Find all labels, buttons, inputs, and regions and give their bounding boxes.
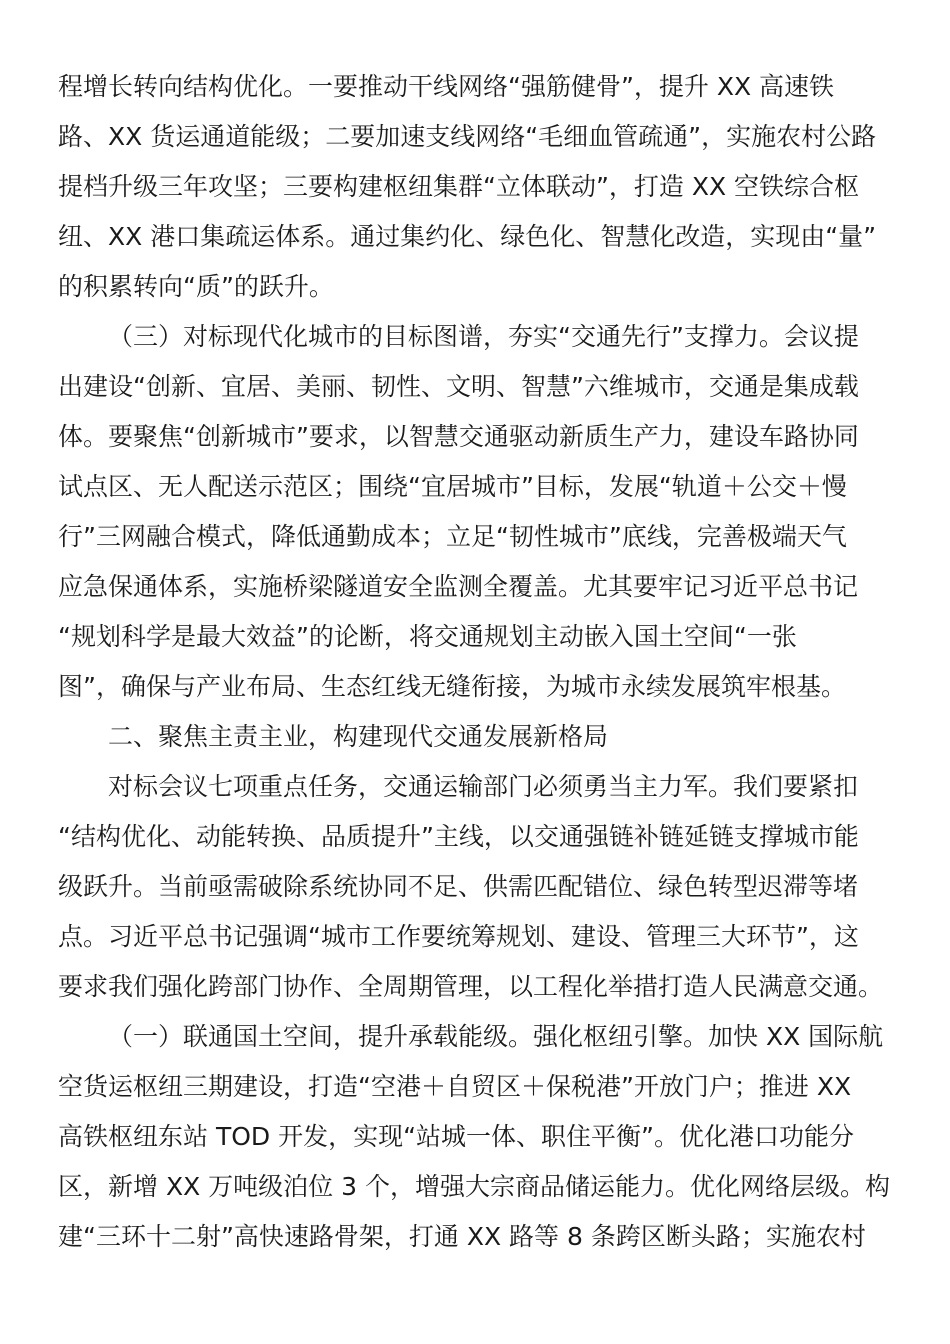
body-line: 路、XX 货运通道能级；二要加速支线网络“毛细血管疏通”，实施农村公路 [58, 122, 877, 151]
body-line: 体。要聚焦“创新城市”要求，以智慧交通驱动新质生产力，建设车路协同 [58, 422, 859, 451]
body-line: 空货运枢纽三期建设，打造“空港＋自贸区＋保税港”开放门户；推进 XX [58, 1072, 852, 1101]
body-line: 的积累转向“质”的跃升。 [58, 272, 334, 301]
body-line: “结构优化、动能转换、品质提升”主线，以交通强链补链延链支撑城市能 [58, 822, 859, 851]
body-line: 出建设“创新、宜居、美丽、韧性、文明、智慧”六维城市，交通是集成载 [58, 372, 859, 401]
subsection-heading-line: （三）对标现代化城市的目标图谱，夯实“交通先行”支撑力。会议提 [108, 322, 859, 351]
paragraph-first-line: 对标会议七项重点任务，交通运输部门必须勇当主力军。我们要紧扣 [108, 772, 859, 801]
body-line: 行”三网融合模式，降低通勤成本；立足“韧性城市”底线，完善极端天气 [58, 522, 847, 551]
body-line: 试点区、无人配送示范区；围绕“宜居城市”目标，发展“轨道＋公交＋慢 [58, 472, 847, 501]
body-line: 应急保通体系，实施桥梁隧道安全监测全覆盖。尤其要牢记习近平总书记 [58, 572, 859, 601]
body-line: 程增长转向结构优化。一要推动干线网络“强筋健骨”，提升 XX 高速铁 [58, 72, 835, 101]
section-heading: 二、聚焦主责主业，构建现代交通发展新格局 [108, 722, 609, 751]
document-body [58, 62, 890, 1262]
body-line: 建“三环十二射”高快速路骨架，打通 XX 路等 8 条跨区断头路；实施农村 [58, 1222, 866, 1251]
body-line: 区，新增 XX 万吨级泊位 3 个，增强大宗商品储运能力。优化网络层级。构 [58, 1172, 890, 1201]
body-line: 高铁枢纽东站 TOD 开发，实现“站城一体、职住平衡”。优化港口功能分 [58, 1122, 854, 1151]
body-line: 要求我们强化跨部门协作、全周期管理，以工程化举措打造人民满意交通。 [58, 972, 884, 1001]
body-line: 图”，确保与产业布局、生态红线无缝衔接，为城市永续发展筑牢根基。 [58, 672, 846, 701]
body-line: 提档升级三年攻坚；三要构建枢纽集群“立体联动”，打造 XX 空铁综合枢 [58, 172, 860, 201]
body-line: 级跃升。当前亟需破除系统协同不足、供需匹配错位、绿色转型迟滞等堵 [58, 872, 859, 901]
body-line: 纽、XX 港口集疏运体系。通过集约化、绿色化、智慧化改造，实现由“量” [58, 222, 877, 251]
body-line: “规划科学是最大效益”的论断，将交通规划主动嵌入国土空间“一张 [58, 622, 797, 651]
subsection-heading-line: （一）联通国土空间，提升承载能级。强化枢纽引擎。加快 XX 国际航 [108, 1022, 884, 1051]
body-line: 点。习近平总书记强调“城市工作要统筹规划、建设、管理三大环节”，这 [58, 922, 859, 951]
